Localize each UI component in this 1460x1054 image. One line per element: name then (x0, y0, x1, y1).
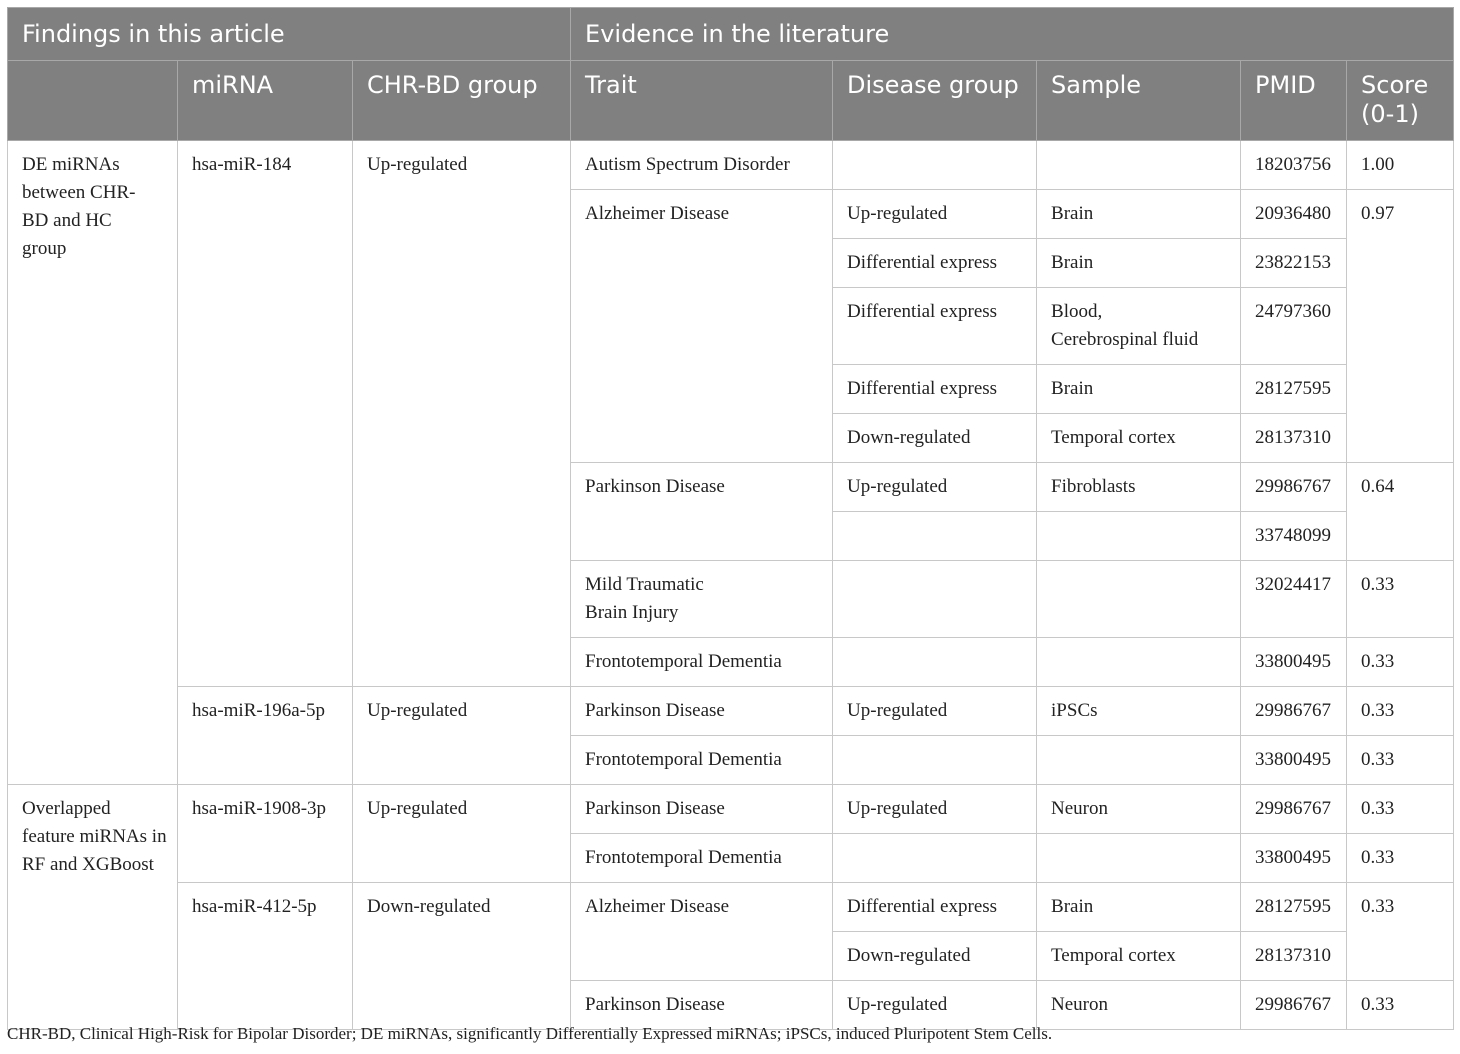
sample-cell: Neuron (1037, 981, 1241, 1030)
pmid-cell: 33800495 (1241, 638, 1347, 687)
trait-cell: Autism Spectrum Disorder (571, 141, 833, 190)
header-chr-bd-group: CHR-BD group (353, 61, 571, 141)
mirna-cell: hsa-miR-184 (178, 141, 353, 687)
header-mirna: miRNA (178, 61, 353, 141)
disease-group-cell: Up-regulated (833, 687, 1037, 736)
sample-cell: Brain (1037, 239, 1241, 288)
sample-cell: iPSCs (1037, 687, 1241, 736)
mirna-evidence-table-wrapper (7, 7, 1453, 1030)
score-cell: 0.33 (1347, 638, 1454, 687)
pmid-cell: 29986767 (1241, 981, 1347, 1030)
pmid-cell: 29986767 (1241, 463, 1347, 512)
header-disease-group: Disease group (833, 61, 1037, 141)
pmid-cell: 33800495 (1241, 834, 1347, 883)
mirna-cell: hsa-miR-1908-3p (178, 785, 353, 883)
trait-cell: Parkinson Disease (571, 785, 833, 834)
sample-cell (1037, 736, 1241, 785)
chr-bd-group-cell: Up-regulated (353, 785, 571, 883)
sample-cell: Blood, Cerebrospinal fluid (1037, 288, 1241, 365)
disease-group-cell: Down-regulated (833, 932, 1037, 981)
sample-cell: Brain (1037, 883, 1241, 932)
score-cell: 0.97 (1347, 190, 1454, 463)
disease-group-cell (833, 736, 1037, 785)
sample-cell (1037, 141, 1241, 190)
header-evidence: Evidence in the literature (571, 8, 1454, 61)
pmid-cell: 29986767 (1241, 687, 1347, 736)
score-cell: 0.33 (1347, 834, 1454, 883)
trait-cell: Frontotemporal Dementia (571, 638, 833, 687)
table-row (8, 687, 1454, 736)
header-sample: Sample (1037, 61, 1241, 141)
section-de-mirnas: DE miRNAs between CHR-BD and HC group (8, 141, 178, 785)
trait-cell: Frontotemporal Dementia (571, 834, 833, 883)
disease-group-cell (833, 561, 1037, 638)
trait-cell: Mild Traumatic Brain Injury (571, 561, 833, 638)
table-row (8, 785, 1454, 834)
mirna-cell: hsa-miR-412-5p (178, 883, 353, 1030)
header-trait: Trait (571, 61, 833, 141)
table-row (8, 883, 1454, 932)
score-cell: 0.64 (1347, 463, 1454, 561)
header-score: Score (0-1) (1347, 61, 1454, 141)
pmid-cell: 24797360 (1241, 288, 1347, 365)
chr-bd-group-cell: Down-regulated (353, 883, 571, 1030)
sample-cell: Brain (1037, 365, 1241, 414)
score-cell: 1.00 (1347, 141, 1454, 190)
disease-group-cell: Down-regulated (833, 414, 1037, 463)
sample-cell (1037, 834, 1241, 883)
table-row (8, 141, 1454, 190)
disease-group-cell (833, 834, 1037, 883)
header-pmid: PMID (1241, 61, 1347, 141)
sample-cell: Temporal cortex (1037, 414, 1241, 463)
trait-cell: Alzheimer Disease (571, 190, 833, 463)
disease-group-cell: Up-regulated (833, 981, 1037, 1030)
pmid-cell: 29986767 (1241, 785, 1347, 834)
chr-bd-group-cell: Up-regulated (353, 141, 571, 687)
sample-cell (1037, 561, 1241, 638)
pmid-cell: 18203756 (1241, 141, 1347, 190)
pmid-cell: 28137310 (1241, 414, 1347, 463)
chr-bd-group-cell: Up-regulated (353, 687, 571, 785)
disease-group-cell: Up-regulated (833, 785, 1037, 834)
trait-cell: Alzheimer Disease (571, 883, 833, 981)
trait-cell: Parkinson Disease (571, 981, 833, 1030)
sample-cell: Fibroblasts (1037, 463, 1241, 512)
sample-cell: Neuron (1037, 785, 1241, 834)
table-footnote: CHR-BD, Clinical High-Risk for Bipolar Disorder; DE miRNAs, significantly Differentially Expressed miRNAs; iPSCs, induced Pluripotent Stem Cells. (7, 1024, 1053, 1043)
disease-group-cell: Up-regulated (833, 463, 1037, 512)
score-cell: 0.33 (1347, 883, 1454, 981)
pmid-cell: 32024417 (1241, 561, 1347, 638)
mirna-cell: hsa-miR-196a-5p (178, 687, 353, 785)
disease-group-cell: Differential express (833, 288, 1037, 365)
disease-group-cell (833, 638, 1037, 687)
pmid-cell: 33748099 (1241, 512, 1347, 561)
trait-cell: Frontotemporal Dementia (571, 736, 833, 785)
disease-group-cell: Differential express (833, 239, 1037, 288)
sample-cell (1037, 512, 1241, 561)
pmid-cell: 33800495 (1241, 736, 1347, 785)
trait-cell: Parkinson Disease (571, 463, 833, 561)
score-cell: 0.33 (1347, 561, 1454, 638)
section-overlapped-mirnas: Overlapped feature miRNAs in RF and XGBoost (8, 785, 178, 1030)
trait-cell: Parkinson Disease (571, 687, 833, 736)
header-empty (8, 61, 178, 141)
sample-cell: Temporal cortex (1037, 932, 1241, 981)
disease-group-cell (833, 141, 1037, 190)
score-cell: 0.33 (1347, 687, 1454, 736)
sample-cell (1037, 638, 1241, 687)
pmid-cell: 20936480 (1241, 190, 1347, 239)
disease-group-cell: Up-regulated (833, 190, 1037, 239)
disease-group-cell: Differential express (833, 883, 1037, 932)
pmid-cell: 28127595 (1241, 365, 1347, 414)
mirna-evidence-table (7, 7, 1454, 1030)
sample-cell: Brain (1037, 190, 1241, 239)
score-cell: 0.33 (1347, 981, 1454, 1030)
pmid-cell: 28137310 (1241, 932, 1347, 981)
disease-group-cell (833, 512, 1037, 561)
pmid-cell: 28127595 (1241, 883, 1347, 932)
header-findings: Findings in this article (8, 8, 571, 61)
pmid-cell: 23822153 (1241, 239, 1347, 288)
score-cell: 0.33 (1347, 736, 1454, 785)
score-cell: 0.33 (1347, 785, 1454, 834)
disease-group-cell: Differential express (833, 365, 1037, 414)
